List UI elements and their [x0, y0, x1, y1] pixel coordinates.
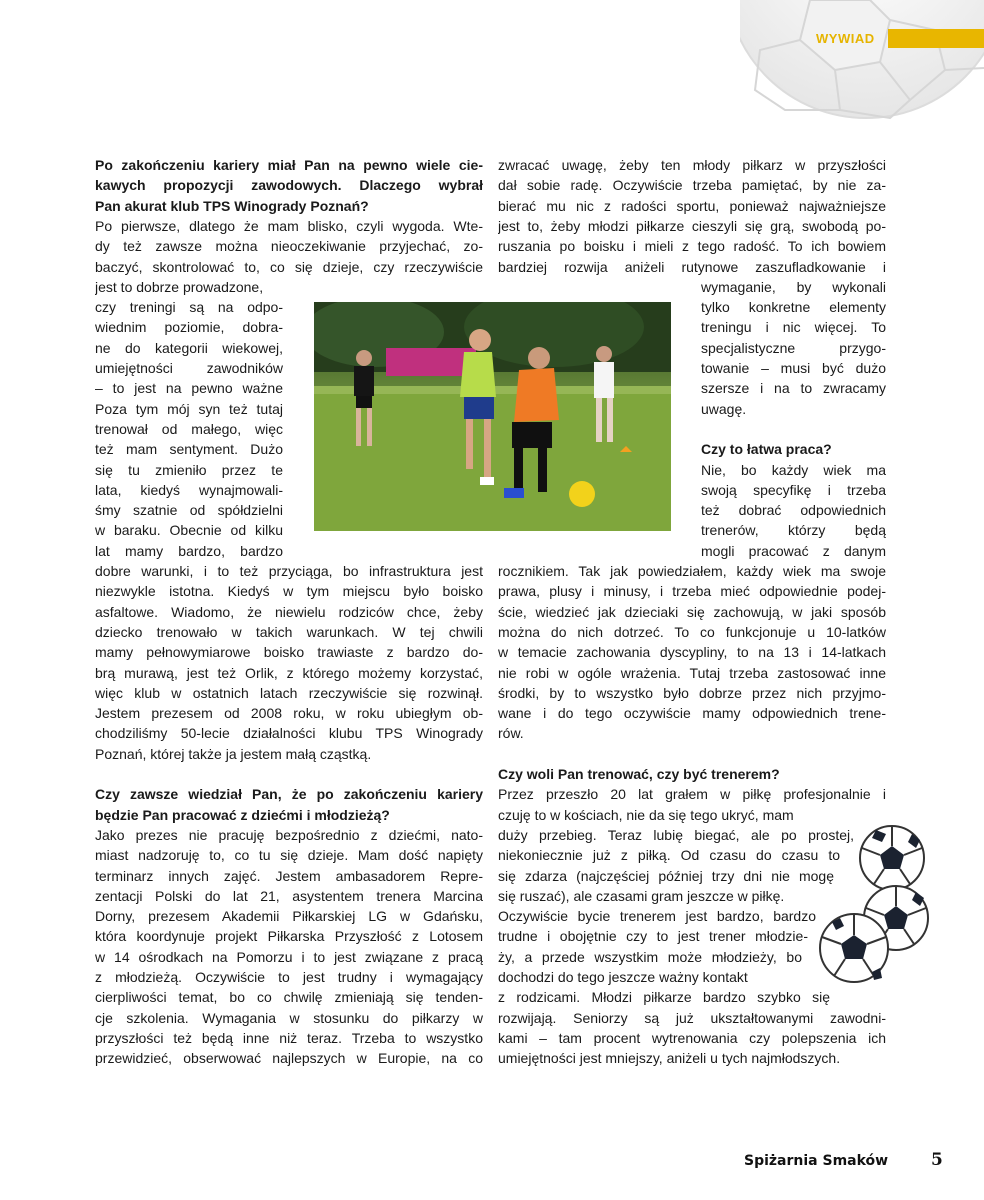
article-text-line: która koordynuje projekt Piłkarska Przyszłość z Lotosem	[95, 928, 483, 945]
article-text-line: mamy pełnowymiarowe boisko trawiaste z bardzo do-	[95, 644, 483, 661]
article-text-line: się zdarza (najczęściej później trzy dni nie mogę	[498, 867, 834, 884]
article-text-line	[498, 744, 886, 764]
article-text-line	[95, 764, 483, 784]
article-text-line: jest to, żeby młodzi piłkarze cieszyli się grą, swobodą po-	[498, 217, 886, 234]
article-column-left	[95, 155, 483, 1075]
interview-question-line: Po zakończeniu kariery miał Pan na pewno wiele cie-	[95, 157, 483, 173]
article-text-line: chodziliśmy 50-lecie działalności klubu TPS Winogrady	[95, 725, 483, 742]
article-text-line: ruszania po boisku i mieli z tego radość. To ich bowiem	[498, 238, 886, 255]
article-text-line: czuję to w kościach, nie da się tego ukryć, mam	[498, 806, 794, 823]
article-text-line: też dobrać odpowiednich	[701, 502, 886, 519]
article-text-line: terminarz innych zajęć. Jestem ambasadorem Repre-	[95, 867, 483, 884]
article-text-line: jest to dobrze prowadzone,	[95, 278, 264, 295]
article-text-line: specjalistyczne przygo-	[701, 339, 886, 356]
article-text-line: trenował od małego, więc	[95, 420, 283, 437]
article-text-line: bierać mu nic z radości sportu, ponieważ najważniejsze	[498, 197, 886, 214]
article-text-line: środki, by to wszystko było dobrze przez nich przyjmo-	[498, 684, 886, 701]
article-text-line: nie robi w ogóle wrażenia. Tutaj trzeba zastosować inne	[498, 664, 886, 681]
article-text-line: się ruszać), ale czasami gram jeszcze w piłkę.	[498, 887, 785, 904]
article-text-line: swoją specyfikę i trzeba	[701, 481, 886, 498]
article-text-line: ne do kategorii wiekowej,	[95, 339, 283, 356]
article-text-line: wane i do tego oczywiście mamy odpowiednich trene-	[498, 705, 886, 722]
youth-football-photo	[314, 302, 671, 531]
article-text-line: lat mamy bardzo, bardzo	[95, 542, 283, 559]
article-text-line: przewidzieć, obserwować najlepszych w Europie, na co	[95, 1050, 483, 1067]
article-text-line: niekoniecznie już z piłką. Od czasu do czasu to	[498, 847, 840, 864]
article-text-line: Poza tym mój syn też tutaj	[95, 400, 283, 417]
article-text-line: Jako prezes nie pracuję bezpośrednio z dziećmi, nato-	[95, 826, 483, 843]
article-text-line: duży przebieg. Teraz lubię biegać, ale po prostej,	[498, 826, 854, 843]
article-text-line: towanie – musi być dużo	[701, 360, 886, 376]
article-text-line: się tu zmieniło przez te	[95, 461, 283, 478]
interview-question-line: będzie Pan pracować z dziećmi i młodzieżą?	[95, 806, 390, 823]
section-accent-bar	[888, 29, 984, 48]
article-text-line: niezwykle istotna. Kiedyś w tym miejscu było boisko	[95, 583, 483, 600]
article-text-line: miast nadzoruję to, co tu się dzieje. Mam dość napięty	[95, 847, 483, 864]
article-text-line: asfaltowe. Wiadomo, że niewielu rodziców chce, żeby	[95, 603, 483, 620]
article-text-line: kami – tam procent wytrenowania czy polepszenia ich	[498, 1029, 886, 1046]
article-text-line: baczyć, skontrolować to, co się dzieje, czy rzeczywiście	[95, 258, 483, 275]
soccer-ball-bottom	[820, 914, 888, 982]
article-text-line: prawa, plusy i minusy, i trzeba mieć odpowiednie podej-	[498, 583, 886, 600]
article-text-line: wiednim poziomie, dobra-	[95, 319, 283, 336]
article-text-line: rocznikiem. Tak jak powiedziałem, każdy wiek ma swoje	[498, 563, 886, 579]
section-label: WYWIAD	[816, 31, 875, 46]
article-text-line: umiejętności jest mniejszy, aniżeli u tych najmłodszych.	[498, 1050, 841, 1067]
article-text-line: śmy szatnie od spółdzielni	[95, 502, 283, 519]
soccer-balls-illustration	[816, 822, 936, 992]
article-text-line: w temacie zachowania dyscypliny, to na 13 i 14-latkach	[498, 644, 886, 661]
article-text-line: dochodzi do tego jeszcze ważny kontakt	[498, 969, 748, 985]
interview-question-line: kawych propozycji zawodowych. Dlaczego wybrał	[95, 177, 483, 194]
article-text-line: Po pierwsze, dlatego że mam blisko, czyli wygoda. Wte-	[95, 217, 483, 234]
article-text-line: cierpliwości temat, bo co chwilę zmieniają się tenden-	[95, 989, 483, 1006]
article-text-line: w baraku. Obecnie od kilku	[95, 522, 283, 539]
interview-question-line: Czy zawsze wiedział Pan, że po zakończeniu kariery	[95, 786, 483, 803]
article-text-line: zentacji Polski do lat 21, asystentem trenera Marcina	[95, 887, 483, 904]
article-text-line: w 14 ośrodkach na Pomorzu i to jest związane z pracą	[95, 948, 483, 965]
article-text-line: rów.	[498, 725, 524, 742]
article-text-line: z młodzieżą. Oczywiście to jest trudny i wymagający	[95, 969, 483, 985]
article-text-line: cje szkolenia. Wymagania w stosunku do piłkarzy w	[95, 1009, 483, 1026]
corner-soccer-ball-graphic	[740, 0, 984, 125]
yellow-ball	[569, 481, 595, 507]
article-text-line: więc klub w ostatnich latach rzeczywiście się rozwinął.	[95, 684, 483, 701]
article-text-line: trenerów, którzy będą	[701, 522, 886, 539]
interview-question-line: Czy to łatwa praca?	[701, 441, 832, 458]
soccer-ball-top	[860, 826, 924, 890]
article-text-line: dał sobie radę. Oczywiście trzeba pamiętać, by nie za-	[498, 177, 886, 194]
article-text-line: trudne i obojętnie czy to jest trener młodzie-	[498, 928, 808, 945]
article-text-line: z rodzicami. Młodzi piłkarze bardzo szybko się	[498, 989, 830, 1006]
interview-question-line: Czy woli Pan trenować, czy być trenerem?	[498, 766, 780, 782]
article-text-line: Dorny, prezesem Akademii Piłkarskiej LG w Gdańsku,	[95, 908, 483, 925]
article-text-line: czy treningi są na odpo-	[95, 299, 283, 316]
article-text-line: Oczywiście bycie trenerem jest bardzo, bardzo	[498, 908, 816, 925]
magazine-name: Spiżarnia Smaków	[744, 1153, 889, 1169]
article-text-line: dziecko trenowało w takich warunkach. W tej chwili	[95, 623, 483, 640]
article-text-line: mogli pracować z danym	[701, 542, 886, 559]
article-text-line: ży, a przede wszystkim może młodzieży, bo	[498, 948, 802, 965]
article-text-line: też mam sentyment. Dużo	[95, 441, 283, 458]
article-text-line: szersze i na to zwracamy	[701, 380, 886, 397]
article-text-line: dy też zawsze można nieoczekiwanie przyjechać, zo-	[95, 238, 483, 255]
article-text-line: wymaganie, by wykonali	[701, 278, 886, 295]
article-text-line: rozwijają. Seniorzy są już ukształtowanymi zawodni-	[498, 1009, 886, 1026]
article-text-line: tylko konkretne elementy	[701, 299, 886, 316]
article-text-line: uwagę.	[701, 400, 747, 417]
article-text-line: umiejętności zawodników	[95, 360, 283, 376]
article-text-line: brą murawą, jest też Orlik, z którego możemy korzystać,	[95, 664, 483, 681]
article-text-line: – to jest na pewno ważne	[95, 380, 283, 397]
article-text-line: bardziej rozwija aniżeli rutynowe zaszufladkowanie i	[498, 258, 886, 275]
page-number: 5	[931, 1150, 943, 1170]
article-text-line: Przez przeszło 20 lat grałem w piłkę profesjonalnie i	[498, 786, 886, 803]
article-text-line: Poznań, której także ja jestem małą cząstką.	[95, 745, 372, 762]
article-text-line: zwracać uwagę, żeby ten młody piłkarz w przyszłości	[498, 157, 886, 173]
article-text-line: dobre warunki, i to też przyciąga, bo infrastruktura jest	[95, 563, 483, 579]
article-text-line: treningu i nic więcej. To	[701, 319, 886, 336]
article-text-line: Jestem prezesem od 2008 roku, w roku ubiegłym ob-	[95, 705, 483, 722]
article-text-line: lata, kiedyś wynajmowali-	[95, 481, 283, 498]
article-text-line: Nie, bo każdy wiek ma	[701, 461, 886, 478]
article-text-line: przyszłości też będą inne niż teraz. Trzeba to wszystko	[95, 1029, 483, 1046]
interview-question-line: Pan akurat klub TPS Winogrady Poznań?	[95, 197, 369, 214]
article-text-line: można do nich dotrzeć. To co funkcjonuje u 10-latków	[498, 623, 886, 640]
article-text-line: ście, wiedzieć jak dzieciaki się zachowują, w jaki sposób	[498, 603, 886, 620]
